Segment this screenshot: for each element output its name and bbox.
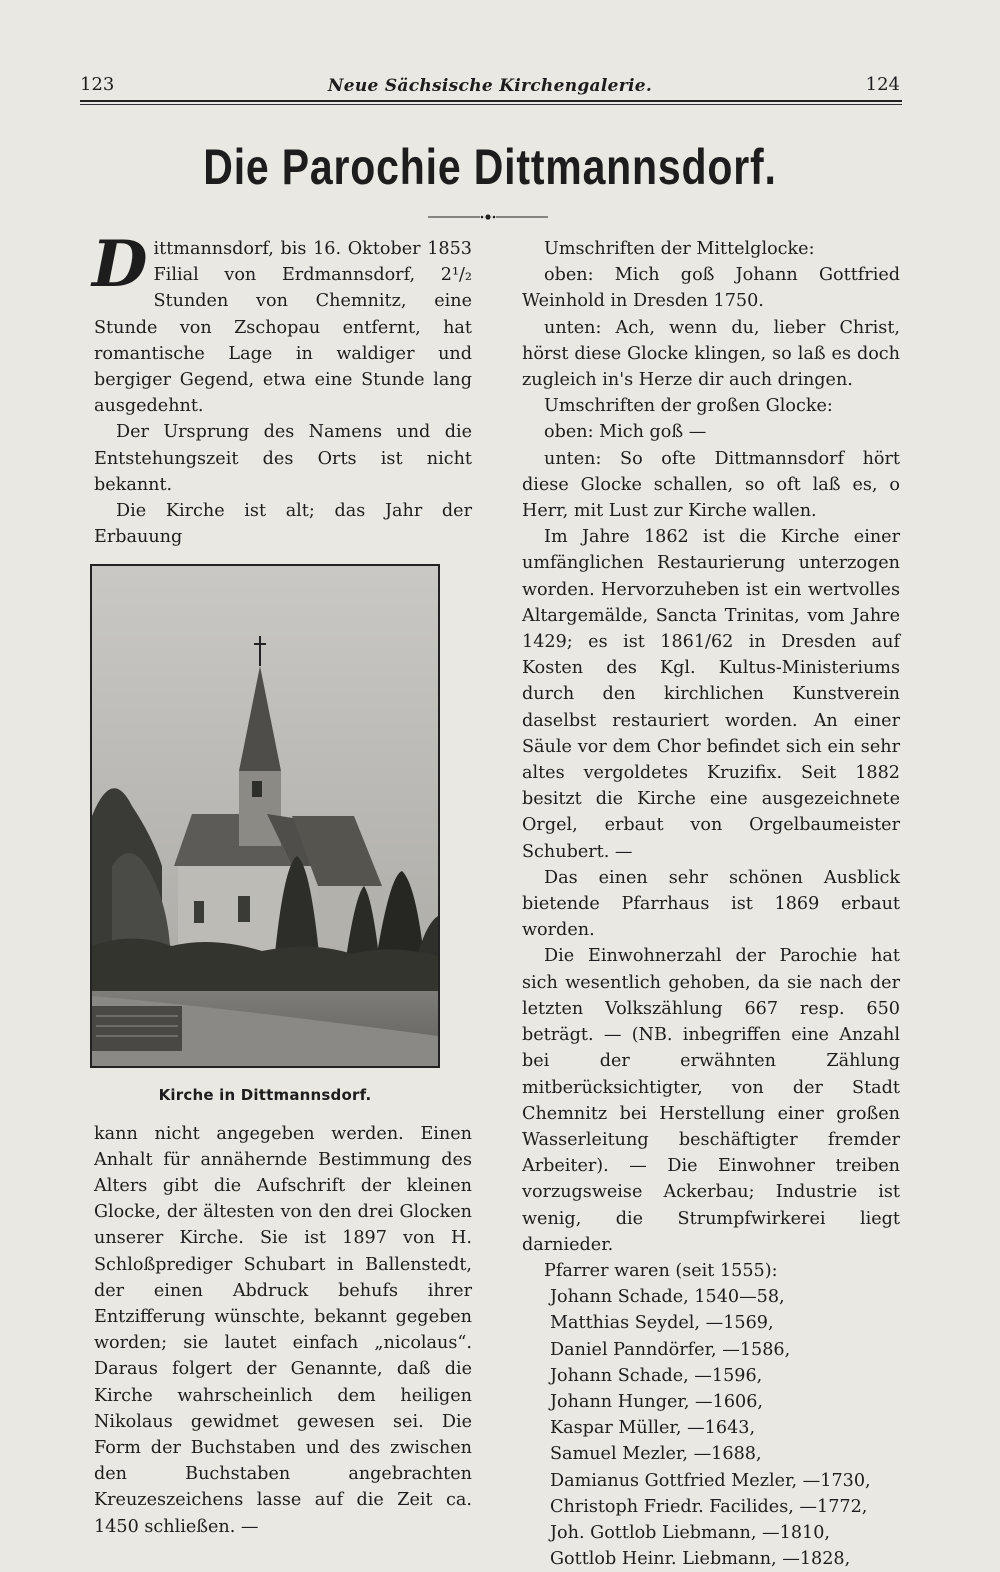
- list-item: Samuel Mezler, —1688,: [550, 1444, 762, 1465]
- left-column: [92, 227, 472, 1540]
- paragraph-bells: kann nicht angegeben werden. Einen Anhalt für annähernde Bestimmung des Alters gibt die Aufschrift der kleinen Glocke, der ältesten von den drei Glocken unserer Kirche. Sie ist 1897 von H. Schloßprediger Schubart in Ballenstedt, der einen Abdruck behufs ihrer Entzifferung wünschte, bekannt gegeben worden; sie lautet einfach „nicolaus“. Daraus folgert der Genannte, daß die Kirche wahrscheinlich dem heiligen Nikolaus gewidmet gewesen sei. Die Form der Buchstaben und des zwischen den Buchstaben angebrachten Kreuzeszeichens lasse auf die Zeit ca. 1450 schließen. —: [94, 1123, 472, 1537]
- paragraph-restoration: Im Jahre 1862 ist die Kirche einer umfänglichen Restaurierung unterzogen worden. Hervorzuheben ist ein wertvolles Altargemälde, Sancta Trinitas, vom Jahre 1429; es ist 1861/62 in Dresden auf Kosten des Kgl. Kultus-Ministeriums durch den kirchlichen Kunstverein daselbst restauriert worden. An einer Säule vor dem Chor befindet sich ein sehr altes vergoldetes Kruzifix. Seit 1882 besitzt die Kirche eine ausgezeichnete Orgel, erbaut von Orgelbaumeister Schubert. —: [522, 527, 900, 862]
- right-column: [522, 236, 900, 1572]
- large-bell-heading: Umschriften der großen Glocke:: [544, 396, 833, 417]
- ornament-divider: [428, 208, 548, 226]
- paragraph-population: Die Einwohnerzahl der Parochie hat sich wesentlich gehoben, da sie nach der letzten Volkszählung 667 resp. 650 beträgt. — (NB. inbegriffen eine Anzahl bei der erwähnten Zählung mitberücksichtigter, von der Stadt Chemnitz bei Herstellung einer großen Wasserleitung beschäftigter fremder Arbeiter). — Die Einwohner treiben vorzugsweise Ackerbau; Industrie ist wenig, die Strumpfwirkerei liegt darnieder.: [522, 946, 900, 1255]
- list-item: Joh. Gottlob Liebmann, —1810,: [550, 1522, 830, 1543]
- paragraph-origin: Der Ursprung des Namens und die Entstehungszeit des Orts ist nicht bekannt.: [94, 422, 472, 495]
- list-item: Christoph Friedr. Facilides, —1772,: [550, 1496, 868, 1517]
- list-item: Gottlob Heinr. Liebmann, —1828,: [550, 1549, 851, 1570]
- paragraph-church: Die Kirche ist alt; das Jahr der Erbauung: [94, 501, 472, 548]
- paragraph-parsonage: Das einen sehr schönen Ausblick bietende Pfarrhaus ist 1869 erbaut worden.: [522, 867, 900, 941]
- list-item: Johann Schade, —1596,: [550, 1365, 763, 1386]
- running-header: [80, 74, 900, 100]
- middle-bell-heading: Umschriften der Mittelglocke:: [544, 239, 815, 259]
- middle-bell-top: oben: Mich goß Johann Gottfried Weinhold in Dresden 1750.: [522, 265, 900, 312]
- intro-text: ittmannsdorf, bis 16. Oktober 1853 Filial von Erdmannsdorf, 2¹/₂ Stunden von Chemnitz, eine Stunde von Zschopau entfernt, hat romantische Lage in waldiger und bergiger Gegend, etwa eine Stunde lang ausgedehnt.: [94, 239, 472, 417]
- header-rule-thin: [80, 104, 902, 105]
- middle-bell-bottom: unten: Ach, wenn du, lieber Christ, hörst diese Glocke klingen, so laß es doch zugleich in's Herze dir auch dringen.: [522, 317, 900, 391]
- paragraph-intro: [92, 227, 472, 419]
- list-item: Kaspar Müller, —1643,: [550, 1418, 756, 1439]
- figure-caption: Kirche in Dittmannsdorf.: [158, 1086, 372, 1105]
- drop-cap: D: [92, 227, 148, 302]
- pastors-list: [522, 1284, 900, 1572]
- list-item: Daniel Panndörfer, —1586,: [550, 1339, 791, 1360]
- journal-title: Neue Sächsische Kirchengalerie.: [327, 76, 653, 96]
- figure: [90, 564, 440, 1108]
- church-photo: [90, 564, 440, 1068]
- list-item: Matthias Seydel, —1569,: [550, 1313, 774, 1334]
- header-rule: [80, 100, 902, 102]
- large-bell-top: oben: Mich goß —: [544, 422, 707, 443]
- page-number-right: 124: [865, 74, 900, 95]
- list-item: Damianus Gottfried Mezler, —1730,: [550, 1470, 871, 1491]
- pastors-heading: Pfarrer waren (seit 1555):: [544, 1260, 778, 1281]
- page-number-left: 123: [80, 74, 115, 95]
- large-bell-bottom: unten: So ofte Dittmannsdorf hört diese Glocke schallen, so oft laß es, o Herr, mit Lust zur Kirche wallen.: [522, 448, 900, 522]
- list-item: Johann Hunger, —1606,: [550, 1391, 764, 1412]
- article-title: Die Parochie Dittmannsdorf.: [203, 139, 777, 195]
- list-item: Johann Schade, 1540—58,: [550, 1287, 785, 1308]
- church-illustration: [92, 566, 438, 1066]
